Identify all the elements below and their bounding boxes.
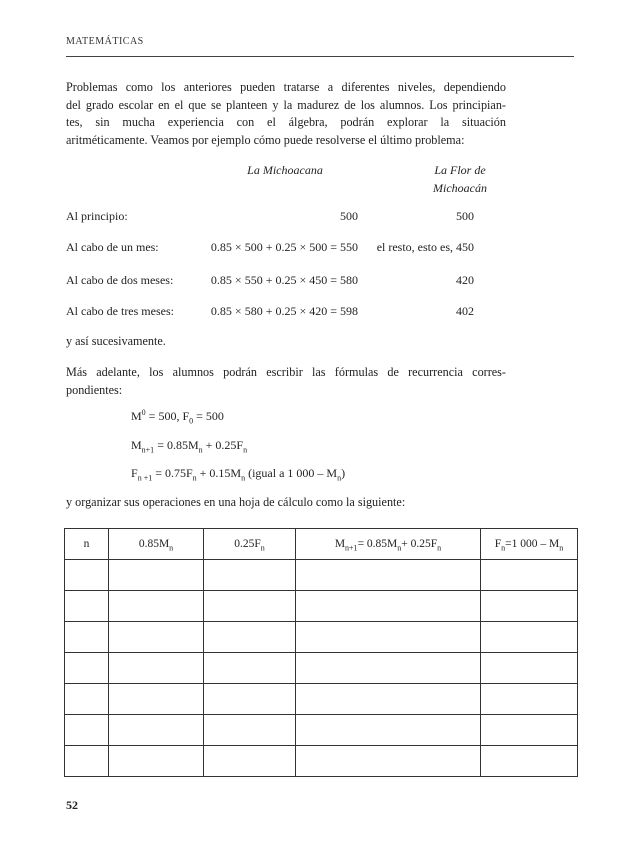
- col-head-michoacana: La Michoacana: [247, 163, 323, 177]
- running-header: MATEMÁTICAS: [66, 36, 144, 47]
- table-row: [65, 746, 578, 777]
- flor-value: 500: [456, 209, 474, 223]
- intro-line: tes, sin mucha experiencia con el álgebra, podrán explorar la situación: [66, 115, 506, 129]
- formula-initial: $M^0 = 500$, $F_0 = 500$: [131, 408, 224, 426]
- table-row: [65, 684, 578, 715]
- table-row: [65, 715, 578, 746]
- flor-value: 420: [456, 273, 474, 287]
- comparison-row: [66, 207, 506, 225]
- col-mn1: $M_{n+1}= 0.85M_n+ 0.25F_n$: [296, 529, 481, 560]
- closing-text: y así sucesivamente.: [66, 334, 166, 348]
- col-fn: $F_n=1$ $000 - M_n$: [481, 529, 578, 560]
- michoacana-value: 500: [340, 209, 358, 223]
- row-label: Al cabo de dos meses:: [66, 273, 174, 287]
- comparison-row: [66, 238, 506, 256]
- spreadsheet-intro: y organizar sus operaciones en una hoja de cálculo como la siguiente:: [66, 495, 406, 509]
- flor-value: 402: [456, 304, 474, 318]
- table-row: [65, 653, 578, 684]
- formula-m-recurrence: $M_{n+1} = 0.85M_n + 0.25F_n$: [131, 438, 248, 455]
- table-row: [65, 560, 578, 591]
- row-label: Al cabo de un mes:: [66, 240, 159, 254]
- flor-value: el resto, esto es, 450: [376, 240, 474, 254]
- formula-f-recurrence: $F_{n +1} = 0.75F_n + 0.15M_n$ (igual a 1 $000 - M_n$): [131, 466, 346, 483]
- comparison-row: [66, 271, 506, 289]
- table-row: [65, 622, 578, 653]
- header-rule: [66, 56, 574, 57]
- table-header-row: [65, 529, 578, 560]
- intro-line: aritméticamente. Veamos por ejemplo cómo puede resolverse el último problema:: [66, 132, 465, 147]
- intro-line: Problemas como los anteriores pueden tratarse a diferentes niveles, dependiendo: [66, 80, 506, 94]
- row-label: Al cabo de tres meses:: [66, 304, 174, 318]
- intro-line: del grado escolar en el que se planteen y la madurez de los alumnos. Los principian-: [66, 97, 506, 112]
- col-n: n: [65, 529, 109, 560]
- michoacana-value: 0.85 × 550 + 0.25 × 450 = 580: [210, 273, 358, 287]
- page-number: 52: [66, 798, 78, 812]
- michoacana-value: 0.85 × 580 + 0.25 × 420 = 598: [210, 304, 358, 318]
- col-025f: $0.25F_n$: [204, 529, 296, 560]
- spreadsheet-table: [64, 528, 578, 777]
- michoacana-value: 0.85 × 500 + 0.25 × 500 = 550: [210, 240, 358, 254]
- comparison-row: [66, 302, 506, 320]
- intro-paragraph: [66, 79, 506, 149]
- recurrence-intro: Más adelante, los alumnos podrán escribir las fórmulas de recurrencia corres- pondientes:: [66, 365, 506, 397]
- col-head-flor: La Flor de Michoacán: [433, 163, 487, 195]
- col-085m: $0.85M_n$: [109, 529, 204, 560]
- row-label: Al principio:: [66, 209, 128, 223]
- table-row: [65, 591, 578, 622]
